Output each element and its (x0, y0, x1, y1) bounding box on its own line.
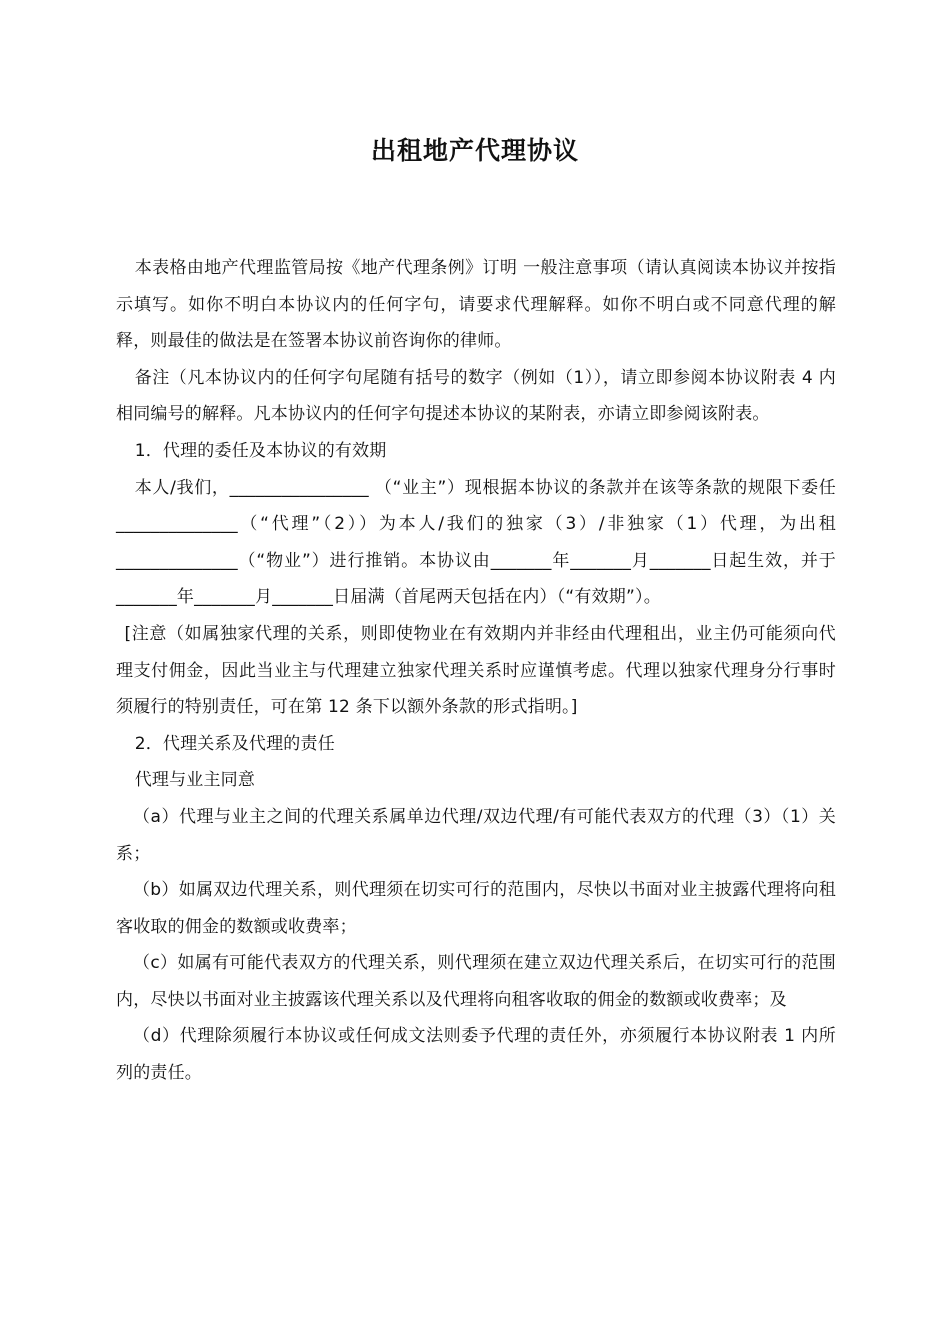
intro-paragraph: 本表格由地产代理监管局按《地产代理条例》订明 一般注意事项（请认真阅读本协议并按指示填写。如你不明白本协议内的任何字句，请要求代理解释。如你不明白或不同意代理的解释，则最佳的做法是在签署本协议前咨询你的律师。 (116, 258, 836, 352)
agreement-line: 代理与业主同意 (134, 770, 256, 791)
section-heading-2: 2．代理关系及代理的责任 (134, 733, 335, 754)
clause-a: （a）代理与业主之间的代理关系属单边代理/双边代理/有可能代表双方的代理（3）（1）关系； (116, 806, 836, 864)
exclusive-note-paragraph: [注意（如属独家代理的关系，则即使物业在有效期内并非经由代理租出，业主仍可能须向代理支付佣金，因此当业主与代理建立独家代理关系时应谨慎考虑。代理以独家代理身分行事时须履行的特别责任，可在第 12 条下以额外条款的形式指明。] (116, 623, 836, 718)
clause-d: （d）代理除须履行本协议或任何成文法则委予代理的责任外，亦须履行本协议附表 1 内所列的责任。 (116, 1026, 836, 1084)
section-heading-1: 1．代理的委任及本协议的有效期 (134, 440, 387, 461)
appointment-paragraph: 本人/我们，________________ （“业主”）现根据本协议的条款并在该等条款的规限下委任______________（“代理”（2））为本人/我们的独家（3）/非独家（1）代理，为出租______________（“物业”）进行推销。本协议由_______年_______月_______日起生效，并于_______年_______月_______日届满（首尾两天包括在内）（“有效期”）。 (116, 477, 836, 608)
remarks-paragraph: 备注（凡本协议内的任何字句尾随有括号的数字（例如（1）），请立即参阅本协议附表 4 内相同编号的解释。凡本协议内的任何字句提述本协议的某附表，亦请立即参阅该附表。 (116, 367, 836, 425)
document-title: 出租地产代理协议 (370, 136, 579, 165)
clause-c: （c）如属有可能代表双方的代理关系，则代理须在建立双边代理关系后，在切实可行的范围内，尽快以书面对业主披露该代理关系以及代理将向租客收取的佣金的数额或收费率；及 (116, 953, 836, 1010)
clause-b: （b）如属双边代理关系，则代理须在切实可行的范围内，尽快以书面对业主披露代理将向租客收取的佣金的数额或收费率； (116, 880, 836, 937)
document-body (116, 250, 836, 1092)
